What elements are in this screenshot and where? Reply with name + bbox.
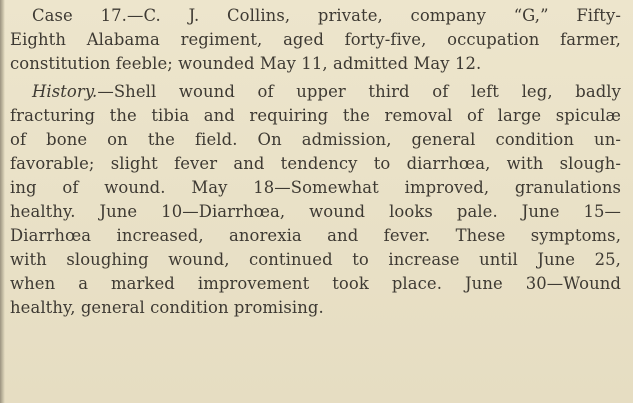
history-label: History.	[32, 82, 98, 101]
paragraph-line: favorable; slight fever and tendency to diarrhœa, with slough-	[10, 154, 621, 173]
paragraph-line: healthy, general condition promising.	[10, 298, 324, 317]
paragraph-line: Eighth Alabama regiment, aged forty-five, occupation farmer,	[10, 30, 621, 49]
paragraph-line: Diarrhœa increased, anorexia and fever. These symptoms,	[10, 226, 621, 245]
paragraph-line: constitution feeble; wounded May 11, admitted May 12.	[10, 54, 482, 73]
case-heading-line: Case 17.—C. J. Collins, private, company “G,” Fifty-	[32, 6, 621, 25]
paragraph-line: of bone on the field. On admission, general condition un-	[10, 130, 621, 149]
paragraph-line: ing of wound. May 18—Somewhat improved, granulations	[10, 178, 621, 197]
history-first-line-text: —Shell wound of upper third of left leg, badly	[97, 82, 621, 101]
history-first-line	[32, 80, 621, 104]
paragraph-line: healthy. June 10—Diarrhœa, wound looks pale. June 15—	[10, 202, 621, 221]
page-gutter-shadow	[0, 0, 5, 403]
paragraph-line: with sloughing wound, continued to increase until June 25,	[10, 250, 621, 269]
paragraph-line: when a marked improvement took place. June 30—Wound	[10, 274, 621, 293]
paragraph-line: fracturing the tibia and requiring the removal of large spiculæ	[10, 106, 621, 125]
